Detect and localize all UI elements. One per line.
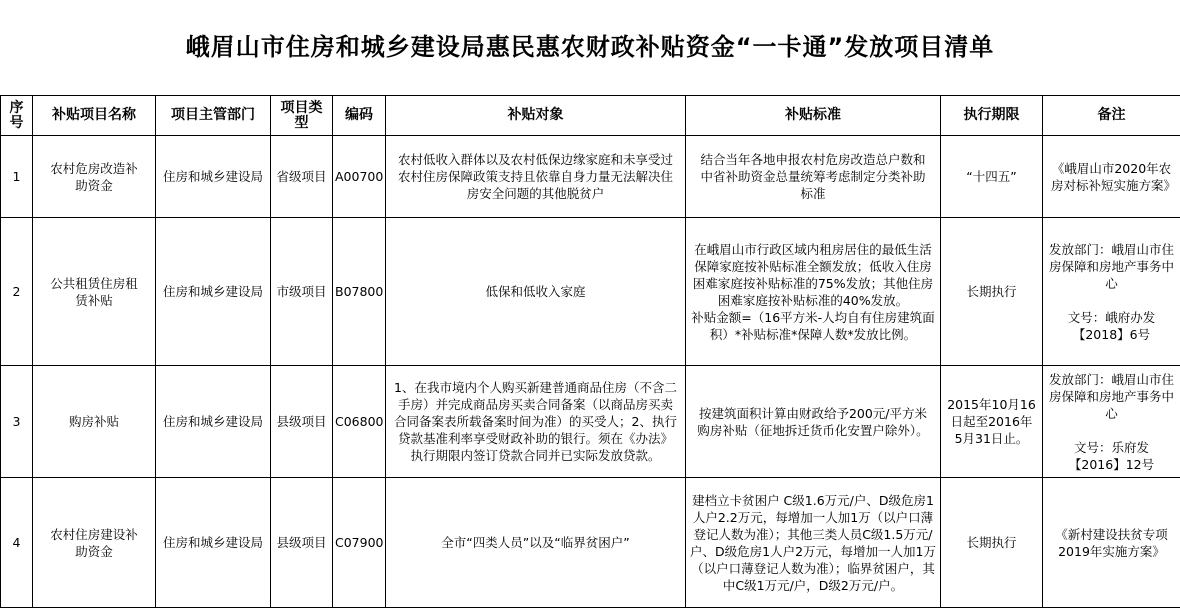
row-type: 省级项目 [271,136,333,218]
row-code: A00700 [333,136,386,218]
subsidy-table [0,95,1180,608]
row-code: C06800 [333,366,386,478]
table-row [1,218,1180,366]
row-standard: 建档立卡贫困户 C级1.6万元/户、D级危房1人户2.2万元，每增加一人加1万（以户口薄登记人数为准）；其他三类人员C级1.5万元/户、D级危房1人户2万元，每增加一人加1万（以户口薄登记人数为准）；临界贫困户，其中C级1万元/户，D级2万元/户。 [686,478,941,608]
table-header-row [1,96,1180,136]
row-target: 1、在我市境内个人购买新建普通商品住房（不含二手房）并完成商品房买卖合同备案（以商品房买卖合同备案表所载备案时间为准）的买受人；2、执行贷款基准利率享受财政补助的银行。须在《办法》执行期限内签订贷款合同并已实际发放贷款。 [386,366,686,478]
row-period: 长期执行 [941,478,1043,608]
row-type: 市级项目 [271,218,333,366]
header-seq: 序 号 [1,96,33,136]
table-row [1,478,1180,608]
header-standard: 补贴标准 [686,96,941,136]
row-dept: 住房和城乡建设局 [156,478,271,608]
row-name: 公共租赁住房租赁补贴 [33,218,156,366]
row-dept: 住房和城乡建设局 [156,218,271,366]
row-standard: 在峨眉山市行政区域内租房居住的最低生活保障家庭按补贴标准全额发放；低收入住房困难家庭按补贴标准的75%发放；其他住房困难家庭按补贴标准的40%发放。 补贴金额=（16平方米-人均自有住房建筑面积）*补贴标准*保障人数*发放比例。 [686,218,941,366]
row-standard: 结合当年各地申报农村危房改造总户数和中省补助资金总量统筹考虑制定分类补助标准 [686,136,941,218]
row-type: 县级项目 [271,366,333,478]
row-period: 2015年10月16日起至2016年5月31日止。 [941,366,1043,478]
row-target: 低保和低收入家庭 [386,218,686,366]
header-target: 补贴对象 [386,96,686,136]
row-name: 购房补贴 [33,366,156,478]
header-period: 执行期限 [941,96,1043,136]
row-name: 农村危房改造补助资金 [33,136,156,218]
row-seq: 1 [1,136,33,218]
row-target: 全市“四类人员”以及“临界贫困户” [386,478,686,608]
row-period: “十四五” [941,136,1043,218]
header-dept: 项目主管部门 [156,96,271,136]
row-remark: 《峨眉山市2020年农房对标补短实施方案》 [1043,136,1180,218]
row-type: 县级项目 [271,478,333,608]
row-target: 农村低收入群体以及农村低保边缘家庭和未享受过农村住房保障政策支持且依靠自身力量无法解决住房安全问题的其他脱贫户 [386,136,686,218]
row-seq: 4 [1,478,33,608]
row-dept: 住房和城乡建设局 [156,366,271,478]
row-code: C07900 [333,478,386,608]
row-remark: 发放部门：峨眉山市住房保障和房地产事务中心 文号：峨府办发【2018】6号 [1043,218,1180,366]
row-code: B07800 [333,218,386,366]
row-seq: 2 [1,218,33,366]
row-dept: 住房和城乡建设局 [156,136,271,218]
page-title: 峨眉山市住房和城乡建设局惠民惠农财政补贴资金“一卡通”发放项目清单 [185,32,995,61]
row-name: 农村住房建设补助资金 [33,478,156,608]
table-row [1,136,1180,218]
row-remark: 《新村建设扶贫专项2019年实施方案》 [1043,478,1180,608]
row-remark: 发放部门：峨眉山市住房保障和房地产事务中心 文号：乐府发【2016】12号 [1043,366,1180,478]
header-code: 编码 [333,96,386,136]
row-period: 长期执行 [941,218,1043,366]
table-row [1,366,1180,478]
row-seq: 3 [1,366,33,478]
header-type: 项目类 型 [271,96,333,136]
row-standard: 按建筑面积计算由财政给予200元/平方米购房补贴（征地拆迁货币化安置户除外）。 [686,366,941,478]
header-remark: 备注 [1043,96,1180,136]
header-name: 补贴项目名称 [33,96,156,136]
